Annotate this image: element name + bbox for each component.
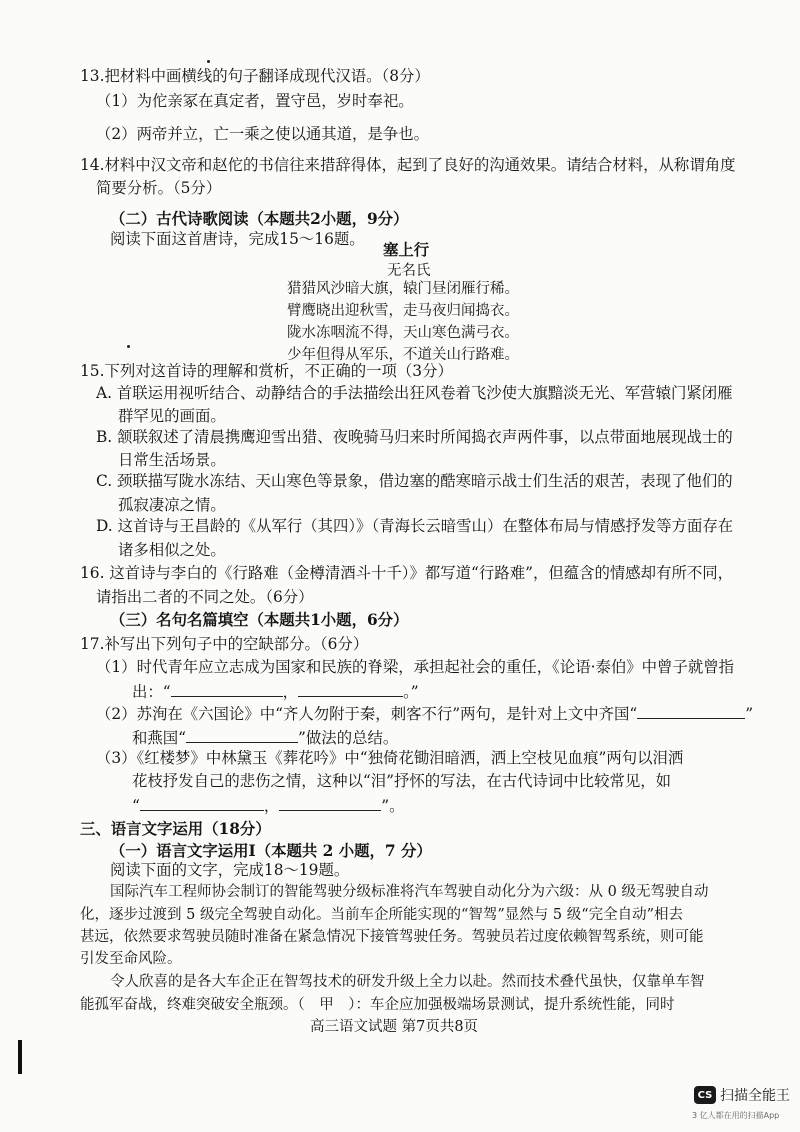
- q13-sentence-2: （2）两帝并立，亡一乘之使以通其道，是争也。: [96, 125, 429, 143]
- camscanner-watermark: [694, 1085, 790, 1105]
- q14-line-2: 简要分析。（5分）: [96, 179, 222, 197]
- poem-line-2: 臂鹰晓出迎秋雪，走马夜归闻捣衣。: [287, 303, 519, 319]
- q17-blank-1[interactable]: [171, 681, 283, 697]
- q17-blank-3[interactable]: [637, 703, 745, 719]
- page-footer: 高三语文试题 第7页共8页: [310, 1019, 479, 1035]
- q15-option-c-line-1: C. 颈联描写陇水冻结、天山寒色等景象，借边塞的酷寒暗示战士们生活的艰苦，表现了他们的: [96, 472, 733, 490]
- q17-blank-4[interactable]: [186, 727, 298, 743]
- q13-sentence-1: （1）为佗亲冢在真定者，置守邑，岁时奉祀。: [96, 92, 414, 110]
- q17-item-1-open-quote: 出：“: [132, 683, 171, 701]
- q13-stem: 13.把材料中画横线的句子翻译成现代汉语。（8分）: [80, 67, 430, 85]
- poem-line-1: 猎猎风沙暗大旗，辕门昼闭雁行稀。: [287, 281, 519, 297]
- q15-option-d-line-1: D. 这首诗与王昌龄的《从军行（其四）》（青海长云暗雪山）在整体布局与情感抒发等方面存在: [96, 517, 734, 535]
- q16-line-1: 16. 这首诗与李白的《行路难（金樽清酒斗十千）》都写道“行路难”，但蕴含的情感却有所不同，: [80, 564, 734, 582]
- section-3-heading: 三、语言文字运用（18分）: [80, 820, 271, 838]
- q17-item-2-line-1: [96, 703, 753, 724]
- section-poetry-intro: 阅读下面这首唐诗，完成15～16题。: [110, 230, 365, 248]
- section-3-subheading: （一）语言文字运用Ⅰ（本题共 2 小题，7 分）: [110, 842, 432, 860]
- q17-item-3-line-3: [132, 795, 405, 816]
- q17-item-1-comma: ，: [282, 683, 299, 701]
- q17-item-2-close-quote: ”: [745, 705, 754, 723]
- q17-item-3-close-quote: ”。: [381, 797, 405, 815]
- q17-item-1-line-2: [132, 681, 419, 702]
- q17-item-3-open-quote: “: [132, 797, 140, 815]
- passage-p1-line-3: 甚远，依然要求驾驶员随时准备在紧急情况下接管驾驶任务。驾驶员若过度依赖智驾系统，则可能: [80, 929, 704, 945]
- q15-option-a-line-1: A. 首联运用视听结合、动静结合的手法描绘出狂风卷着飞沙使大旗黯淡无光、军营辕门紧闭雁: [96, 384, 733, 402]
- q17-blank-5[interactable]: [140, 795, 264, 811]
- section-poetry-heading: （二）古代诗歌阅读（本题共2小题，9分）: [110, 210, 409, 228]
- q17-item-2-line-2: [132, 727, 398, 748]
- scan-edge-mark: [18, 1040, 22, 1074]
- q17-item-2-yan-text: 和燕国“: [132, 729, 187, 747]
- q17-item-3-comma: ，: [263, 797, 280, 815]
- q17-blank-2[interactable]: [298, 681, 403, 697]
- q17-item-3-line-2: 花枝抒发自己的悲伤之情，这种以“泪”抒怀的写法，在古代诗词中比较常见，如: [132, 772, 672, 790]
- passage-p2-line-1: 令人欣喜的是各大车企正在智驾技术的研发升级上全力以赴。然而技术叠代虽快，仅靠单车智: [110, 974, 705, 990]
- q17-stem: 17.补写出下列句子中的空缺部分。（6分）: [80, 635, 369, 653]
- camscanner-logo-icon: CS: [694, 1086, 716, 1104]
- q15-option-b-line-2: 日常生活场景。: [118, 451, 226, 469]
- passage-p1-line-2: 化，逐步过渡到 5 级完全驾驶自动化。当前车企所能实现的“智驾”显然与 5 级“完全自动”相去: [80, 907, 684, 923]
- passage-p1-line-1: 国际汽车工程师协会制订的智能驾驶分级标准将汽车驾驶自动化分为六级：从 0 级无驾驶自动: [110, 884, 709, 900]
- q17-item-2-tail: ”做法的总结。: [298, 729, 399, 747]
- q15-option-d-line-2: 诸多相似之处。: [118, 541, 226, 559]
- passage-p2-line-2: 能孤军奋战，终难突破安全瓶颈。（ 甲 ）：车企应加强极端场景测试，提升系统性能，同时: [80, 997, 675, 1013]
- camscanner-tagline: 3 亿人都在用的扫描App: [692, 1111, 780, 1120]
- q15-option-c-line-2: 孤寂凄凉之情。: [118, 496, 226, 514]
- q17-item-3-line-1: （3）《红楼梦》中林黛玉《葬花吟》中“独倚花锄泪暗洒，洒上空枝见血痕”两句以泪洒: [96, 749, 684, 767]
- q17-item-1-line-1: （1）时代青年应立志成为国家和民族的脊梁，承担起社会的重任，《论语·泰伯》中曾子就曾指: [96, 658, 735, 676]
- q15-option-a-line-2: 群罕见的画面。: [118, 407, 226, 425]
- poem-author: 无名氏: [387, 263, 431, 279]
- section-mingju-heading: （三）名句名篇填空（本题共1小题，6分）: [110, 611, 409, 629]
- passage-p1-line-4: 引发至命风险。: [80, 951, 182, 967]
- poem-line-4: 少年但得从军乐，不道关山行路难。: [287, 347, 519, 363]
- q15-option-b-line-1: B. 颔联叙述了清晨携鹰迎雪出猎、夜晚骑马归来时所闻捣衣声两件事，以点带面地展现战士的: [96, 428, 733, 446]
- camscanner-name: 扫描全能王: [720, 1088, 790, 1104]
- section-3-intro: 阅读下面的文字，完成18～19题。: [110, 861, 350, 879]
- poem-line-3: 陇水冻咽流不得，天山寒色满弓衣。: [287, 325, 519, 341]
- poem-title: 塞上行: [383, 241, 430, 259]
- q17-item-2-text: （2）苏洵在《六国论》中“齐人勿附于秦，刺客不行”两句，是针对上文中齐国“: [96, 705, 638, 723]
- q14-line-1: 14.材料中汉文帝和赵佗的书信往来措辞得体，起到了良好的沟通效果。请结合材料，从称谓角度: [80, 156, 736, 174]
- stray-dot: [127, 345, 130, 348]
- q17-item-1-close-quote: 。”: [403, 683, 419, 701]
- q16-line-2: 请指出二者的不同之处。（6分）: [96, 588, 314, 606]
- q15-stem: 15.下列对这首诗的理解和赏析，不正确的一项（3分）: [80, 362, 453, 380]
- stray-dot: [207, 60, 210, 63]
- q17-blank-6[interactable]: [279, 795, 381, 811]
